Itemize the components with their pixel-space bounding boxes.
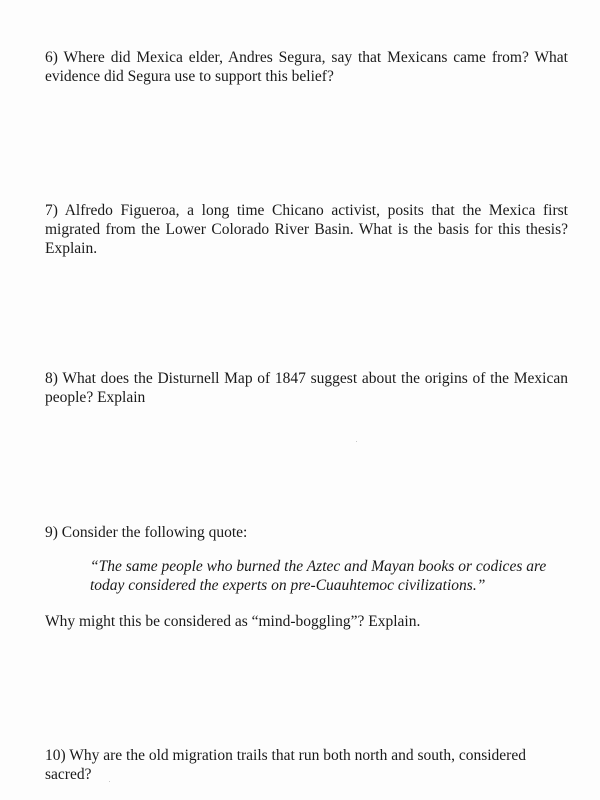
question-9-intro: 9) Consider the following quote: xyxy=(45,524,248,541)
question-6: 6) Where did Mexica elder, Andres Segura, say that Mexicans came from? What evidence did Segura use to support this belief? xyxy=(45,49,568,85)
question-8: 8) What does the Disturnell Map of 1847 suggest about the origins of the Mexican people? Explain xyxy=(45,370,568,406)
question-9-prompt: Why might this be considered as “mind-boggling”? Explain. xyxy=(45,613,421,630)
question-7: 7) Alfredo Figueroa, a long time Chicano activist, posits that the Mexica first migrated from the Lower Colorado River Basin. What is the basis for this thesis? Explain. xyxy=(45,202,568,257)
question-9-quote: “The same people who burned the Aztec and Mayan books or codices are today considered the experts on pre-Cuauhtemoc civilizations.” xyxy=(90,558,547,594)
scan-speck xyxy=(109,781,110,782)
scan-speck xyxy=(356,441,357,442)
question-10: 10) Why are the old migration trails that run both north and south, considered sacred? xyxy=(45,747,526,783)
